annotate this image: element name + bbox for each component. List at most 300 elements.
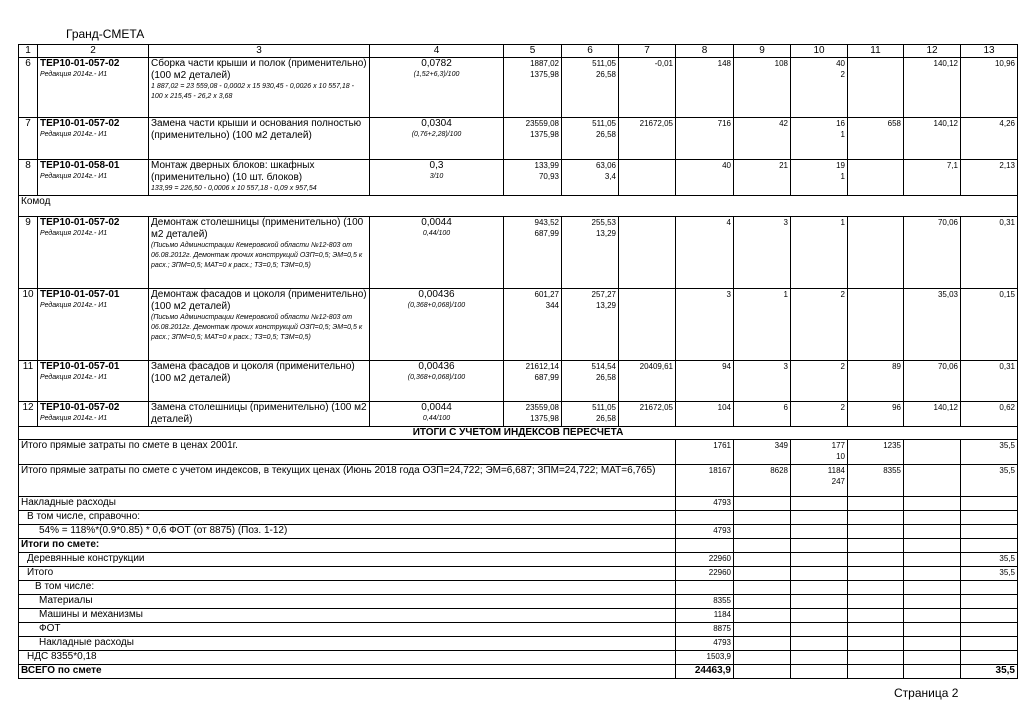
- row-number: 7: [19, 118, 38, 160]
- summary-wage-value: 349: [774, 441, 788, 450]
- summary-materials: [848, 567, 904, 581]
- summary-labor: [961, 525, 1018, 539]
- rate-code: ТЕР10-01-057-02: [40, 118, 120, 129]
- unit-cost-cell: [504, 289, 562, 361]
- materials-cell: [848, 361, 904, 402]
- quantity-cell: [370, 58, 504, 118]
- summary-total: [676, 497, 734, 511]
- summary-labor: [961, 609, 1018, 623]
- machine-cost: 511,05: [592, 119, 616, 128]
- total-cost: 104: [717, 403, 731, 412]
- materials-cell: [848, 160, 904, 196]
- quantity: 0,3: [429, 160, 444, 171]
- machines: 2: [840, 403, 845, 412]
- summary-total: [676, 637, 734, 651]
- row-number: 9: [19, 217, 38, 289]
- summary-label: В том числе, справочно:: [19, 511, 676, 525]
- labor-total-cell: [961, 289, 1018, 361]
- summary-wage: [734, 539, 791, 553]
- summary-wage: [734, 511, 791, 525]
- wage: 3: [783, 218, 788, 227]
- materials-cell: [848, 58, 904, 118]
- wage-cell: [734, 58, 791, 118]
- col-header: 10: [791, 45, 848, 58]
- summary-materials: [848, 511, 904, 525]
- summary-wage: [734, 465, 791, 497]
- summary-row: [19, 525, 1018, 539]
- machine-cost: 257,27: [591, 290, 616, 299]
- total-cost-cell: [676, 402, 734, 427]
- labor-rate: 140,12: [933, 403, 958, 412]
- quantity-formula: (0,368+0,068)/100: [407, 302, 466, 309]
- summary-label: В том числе:: [19, 581, 676, 595]
- machines-cell: [791, 160, 848, 196]
- summary-total-value: 4793: [713, 526, 731, 535]
- summary-machines: [791, 637, 848, 651]
- machines-cell: [791, 402, 848, 427]
- material-cost: 21672,05: [639, 119, 673, 128]
- machine-wage: 26,58: [595, 414, 616, 423]
- col-header: 7: [619, 45, 676, 58]
- summary-wage: [734, 553, 791, 567]
- summary-row: [19, 553, 1018, 567]
- total-cost-cell: [676, 217, 734, 289]
- wage-cell: [734, 402, 791, 427]
- machine-cost-cell: [562, 118, 619, 160]
- summary-total: [676, 553, 734, 567]
- redaction-label: Редакция 2014г.- И1: [40, 173, 108, 180]
- material-cost-cell: [619, 289, 676, 361]
- labor-total-cell: [961, 361, 1018, 402]
- summary-labor-rate: [904, 623, 961, 637]
- materials: 89: [892, 362, 901, 371]
- machine-wage: 26,58: [595, 130, 616, 139]
- summary-row: [19, 609, 1018, 623]
- labor-rate: 140,12: [933, 59, 958, 68]
- col-header: 2: [38, 45, 149, 58]
- labor-total: 0,31: [999, 218, 1015, 227]
- unit-cost-wage: 1375,98: [530, 130, 559, 139]
- summary-total-value: 8875: [713, 624, 731, 633]
- summary-materials: [848, 465, 904, 497]
- grand-labor-value: 35,5: [961, 665, 1018, 679]
- machines-cell: [791, 361, 848, 402]
- grand-total-label: ВСЕГО по смете: [19, 665, 676, 679]
- rate-code: ТЕР10-01-057-01: [40, 361, 120, 372]
- summary-label: Деревянные конструкции: [19, 553, 676, 567]
- summary-wage-value: 8628: [770, 466, 788, 475]
- col-header: 12: [904, 45, 961, 58]
- summary-total-value: 22960: [708, 554, 731, 563]
- labor-rate-cell: [904, 402, 961, 427]
- summary-total: [676, 567, 734, 581]
- machines-wage: 1: [840, 172, 845, 181]
- machines-cell: [791, 58, 848, 118]
- quantity-formula: 3/10: [429, 173, 444, 180]
- summary-wage: [734, 623, 791, 637]
- quantity: 0,00436: [418, 289, 455, 300]
- work-name-cell: [149, 58, 370, 118]
- wage-cell: [734, 217, 791, 289]
- quantity: 0,0782: [421, 58, 452, 69]
- wage-cell: [734, 361, 791, 402]
- unit-cost-wage: 687,99: [534, 373, 559, 382]
- material-cost-cell: [619, 160, 676, 196]
- summary-total-value: 18167: [708, 466, 731, 475]
- work-name-cell: [149, 160, 370, 196]
- summary-machines: [791, 539, 848, 553]
- total-cost: 148: [717, 59, 731, 68]
- summary-materials: [848, 539, 904, 553]
- labor-rate-cell: [904, 361, 961, 402]
- quantity-formula: 0,44/100: [422, 415, 451, 422]
- materials-cell: [848, 289, 904, 361]
- labor-rate: 70,06: [937, 218, 958, 227]
- summary-row: [19, 651, 1018, 665]
- empty-cell: [904, 665, 961, 679]
- summary-label: ФОТ: [19, 623, 676, 637]
- summary-label: Итоги по смете:: [19, 539, 676, 553]
- summary-row: [19, 539, 1018, 553]
- labor-rate-cell: [904, 217, 961, 289]
- unit-cost-cell: [504, 58, 562, 118]
- quantity-formula: 0,44/100: [422, 230, 451, 237]
- rate-code-cell: [38, 402, 149, 427]
- work-name: Демонтаж столешницы (применительно) (100 м2 деталей): [151, 217, 364, 240]
- labor-rate: 140,12: [933, 119, 958, 128]
- machines-wage: 1: [840, 130, 845, 139]
- work-name: Демонтаж фасадов и цоколя (применительно) (100 м2 деталей): [151, 289, 367, 312]
- summary-labor: [961, 440, 1018, 465]
- summary-row: [19, 581, 1018, 595]
- unit-cost-total: 601,27: [534, 290, 559, 299]
- summary-machines-wage: 247: [831, 477, 845, 486]
- quantity: 0,0304: [421, 118, 452, 129]
- machine-cost-cell: [562, 217, 619, 289]
- summary-machines: [791, 581, 848, 595]
- summary-total: [676, 539, 734, 553]
- redaction-label: Редакция 2014г.- И1: [40, 71, 108, 78]
- wage-cell: [734, 118, 791, 160]
- labor-total-cell: [961, 217, 1018, 289]
- col-header: 6: [562, 45, 619, 58]
- quantity-formula: (0,76+2,28)/100: [411, 131, 462, 138]
- row-number: 8: [19, 160, 38, 196]
- summary-wage: [734, 440, 791, 465]
- total-cost: 3: [726, 290, 731, 299]
- summary-labor: [961, 511, 1018, 525]
- labor-total-cell: [961, 118, 1018, 160]
- labor-rate: 7,1: [946, 161, 958, 170]
- summary-label: Итого прямые затраты по смете в ценах 2001г.: [19, 440, 676, 465]
- summary-row: [19, 637, 1018, 651]
- quantity-cell: [370, 289, 504, 361]
- work-name-cell: [149, 402, 370, 427]
- summary-wage: [734, 595, 791, 609]
- material-cost-cell: [619, 58, 676, 118]
- summary-labor-rate: [904, 595, 961, 609]
- total-cost: 716: [717, 119, 731, 128]
- redaction-label: Редакция 2014г.- И1: [40, 131, 108, 138]
- labor-total: 2,13: [999, 161, 1015, 170]
- col-header: 9: [734, 45, 791, 58]
- table-row: [19, 402, 1018, 427]
- material-cost: -0,01: [654, 59, 673, 68]
- redaction-label: Редакция 2014г.- И1: [40, 374, 108, 381]
- rate-code-cell: [38, 217, 149, 289]
- summary-labor-rate: [904, 609, 961, 623]
- summary-label: Материалы: [19, 595, 676, 609]
- summary-labor: [961, 567, 1018, 581]
- wage-cell: [734, 289, 791, 361]
- summary-materials-value: 8355: [883, 466, 901, 475]
- summary-total-value: 4793: [713, 498, 731, 507]
- table-row: [19, 160, 1018, 196]
- unit-cost-cell: [504, 118, 562, 160]
- summary-wage: [734, 651, 791, 665]
- quantity-cell: [370, 217, 504, 289]
- materials-cell: [848, 118, 904, 160]
- wage: 42: [779, 119, 788, 128]
- col-header: 5: [504, 45, 562, 58]
- summary-row: [19, 440, 1018, 465]
- row-number: 11: [19, 361, 38, 402]
- column-header-row: [19, 45, 1018, 58]
- summary-wage: [734, 567, 791, 581]
- labor-total: 10,96: [994, 59, 1015, 68]
- summary-labor: [961, 465, 1018, 497]
- summary-row: [19, 465, 1018, 497]
- summary-labor: [961, 553, 1018, 567]
- summary-labor-rate: [904, 497, 961, 511]
- summary-label: Машины и механизмы: [19, 609, 676, 623]
- summary-total: [676, 609, 734, 623]
- summary-labor-rate: [904, 525, 961, 539]
- summary-materials: [848, 595, 904, 609]
- machine-wage: 13,29: [595, 301, 616, 310]
- summary-materials: [848, 637, 904, 651]
- machines: 2: [840, 362, 845, 371]
- materials: 658: [887, 119, 901, 128]
- total-cost-cell: [676, 361, 734, 402]
- summary-labor-value: 35,5: [999, 441, 1015, 450]
- machines: 19: [836, 161, 845, 170]
- labor-rate-cell: [904, 58, 961, 118]
- summary-labor: [961, 651, 1018, 665]
- summary-label: Накладные расходы: [19, 497, 676, 511]
- material-cost-cell: [619, 361, 676, 402]
- total-cost: 40: [722, 161, 731, 170]
- rate-code: ТЕР10-01-057-01: [40, 289, 120, 300]
- materials: 96: [892, 403, 901, 412]
- quantity-cell: [370, 361, 504, 402]
- row-number: 10: [19, 289, 38, 361]
- machine-cost: 63,06: [595, 161, 616, 170]
- quantity: 0,0044: [421, 402, 452, 413]
- page-number: Страница 2: [894, 686, 959, 700]
- rate-code-cell: [38, 361, 149, 402]
- unit-cost-total: 21612,14: [525, 362, 559, 371]
- rate-code: ТЕР10-01-058-01: [40, 160, 120, 171]
- rate-code-cell: [38, 58, 149, 118]
- col-header: 13: [961, 45, 1018, 58]
- machines: 2: [840, 290, 845, 299]
- empty-cell: [734, 665, 791, 679]
- summary-total: [676, 623, 734, 637]
- summary-labor: [961, 539, 1018, 553]
- work-name-cell: [149, 118, 370, 160]
- summary-row: [19, 567, 1018, 581]
- machines: 16: [836, 119, 845, 128]
- machines-cell: [791, 217, 848, 289]
- summary-wage: [734, 609, 791, 623]
- summary-labor-rate: [904, 651, 961, 665]
- wage: 1: [783, 290, 788, 299]
- summary-labor-rate: [904, 553, 961, 567]
- machine-cost: 511,05: [592, 403, 616, 412]
- summary-total: [676, 595, 734, 609]
- summary-materials: [848, 623, 904, 637]
- rate-code-cell: [38, 160, 149, 196]
- total-cost-cell: [676, 118, 734, 160]
- summary-labor-value: 35,5: [999, 568, 1015, 577]
- labor-rate-cell: [904, 118, 961, 160]
- machine-cost: 255,53: [591, 218, 616, 227]
- summary-materials: [848, 581, 904, 595]
- summary-materials: [848, 525, 904, 539]
- wage: 21: [779, 161, 788, 170]
- work-note: 133,99 = 226,50 - 0,0006 x 10 557,18 - 0,09 x 957,54: [151, 185, 317, 192]
- summary-labor-rate: [904, 567, 961, 581]
- labor-rate-cell: [904, 160, 961, 196]
- estimate-table: [18, 44, 1018, 679]
- summary-labor: [961, 623, 1018, 637]
- col-header: 8: [676, 45, 734, 58]
- unit-cost-total: 943,52: [534, 218, 559, 227]
- summary-total: [676, 581, 734, 595]
- summary-total-value: 4793: [713, 638, 731, 647]
- summary-row: [19, 497, 1018, 511]
- unit-cost-cell: [504, 217, 562, 289]
- app-title: Гранд-СМЕТА: [66, 27, 145, 41]
- machine-cost-cell: [562, 58, 619, 118]
- row-number: 12: [19, 402, 38, 427]
- summary-labor-value: 35,5: [999, 554, 1015, 563]
- unit-cost-cell: [504, 402, 562, 427]
- table-row: [19, 58, 1018, 118]
- wage: 3: [783, 362, 788, 371]
- summary-machines: [791, 623, 848, 637]
- summary-label: НДС 8355*0,18: [19, 651, 676, 665]
- summary-materials: [848, 497, 904, 511]
- summary-labor: [961, 581, 1018, 595]
- row-number: 6: [19, 58, 38, 118]
- quantity: 0,00436: [418, 361, 455, 372]
- work-name: Замена части крыши и основания полностью (применительно) (100 м2 деталей): [151, 118, 362, 141]
- labor-rate: 70,06: [937, 362, 958, 371]
- section-title: Комод: [19, 196, 1018, 217]
- work-name-cell: [149, 289, 370, 361]
- summary-total-value: 22960: [708, 568, 731, 577]
- col-header: 11: [848, 45, 904, 58]
- quantity-formula: (1,52+6,3)/100: [413, 71, 460, 78]
- material-cost: 20409,61: [639, 362, 673, 371]
- labor-total-cell: [961, 402, 1018, 427]
- summary-wage: [734, 525, 791, 539]
- unit-cost-wage: 344: [545, 301, 559, 310]
- empty-cell: [791, 665, 848, 679]
- summary-machines: [791, 440, 848, 465]
- summary-total-value: 8355: [713, 596, 731, 605]
- quantity-cell: [370, 402, 504, 427]
- summary-row: [19, 595, 1018, 609]
- table-row: [19, 289, 1018, 361]
- labor-total: 4,26: [999, 119, 1015, 128]
- work-name-cell: [149, 361, 370, 402]
- summary-total-value: 1503,9: [706, 652, 731, 661]
- total-cost-cell: [676, 160, 734, 196]
- summary-label: Итого: [19, 567, 676, 581]
- summary-total-value: 1761: [713, 441, 731, 450]
- material-cost-cell: [619, 118, 676, 160]
- summary-label: Накладные расходы: [19, 637, 676, 651]
- table-row: [19, 361, 1018, 402]
- unit-cost-total: 133,99: [534, 161, 559, 170]
- summary-labor: [961, 497, 1018, 511]
- work-note: (Письмо Администрации Кемеровской области №12-803 от 06.08.2012г. Демонтаж прочих конструкций ОЗП=0,5; ЭМ=0,5 к расх.; ЗПМ=0,5; МАТ=0 к расх.; ТЗ=0,5; ТЗМ=0,5): [151, 314, 363, 341]
- summary-machines: [791, 553, 848, 567]
- summary-total: [676, 440, 734, 465]
- col-header: 4: [370, 45, 504, 58]
- unit-cost-cell: [504, 361, 562, 402]
- machine-cost-cell: [562, 289, 619, 361]
- work-name: Замена фасадов и цоколя (применительно) (100 м2 деталей): [151, 361, 355, 384]
- col-header: 1: [19, 45, 38, 58]
- table-row: [19, 118, 1018, 160]
- labor-total-cell: [961, 160, 1018, 196]
- empty-cell: [848, 665, 904, 679]
- summary-row: [19, 511, 1018, 525]
- machine-wage: 13,29: [595, 229, 616, 238]
- labor-rate-cell: [904, 289, 961, 361]
- summary-total: [676, 525, 734, 539]
- summary-machines-wage: 10: [836, 452, 845, 461]
- labor-rate: 35,03: [937, 290, 958, 299]
- summary-total: [676, 511, 734, 525]
- unit-cost-total: 23559,08: [525, 119, 559, 128]
- work-name: Сборка части крыши и полок (применительно) (100 м2 деталей): [151, 58, 367, 81]
- summary-total: [676, 651, 734, 665]
- col-header: 3: [149, 45, 370, 58]
- labor-total: 0,15: [999, 290, 1015, 299]
- labor-total: 0,62: [999, 403, 1015, 412]
- summary-wage: [734, 637, 791, 651]
- summary-machines: [791, 525, 848, 539]
- materials-cell: [848, 217, 904, 289]
- rate-code-cell: [38, 118, 149, 160]
- quantity-formula: (0,368+0,068)/100: [407, 374, 466, 381]
- summary-labor-rate: [904, 581, 961, 595]
- labor-total-cell: [961, 58, 1018, 118]
- summary-machines: [791, 465, 848, 497]
- machines-cell: [791, 118, 848, 160]
- work-note: 1 887,02 = 23 559,08 - 0,0002 x 15 930,45 - 0,0026 x 10 557,18 - 100 x 215,45 - 26,2 x 3,68: [151, 83, 354, 100]
- unit-cost-total: 23559,08: [525, 403, 559, 412]
- summary-row: [19, 623, 1018, 637]
- summary-label: 54% = 118%*(0.9*0.85) * 0,6 ФОТ (от 8875) (Поз. 1-12): [19, 525, 676, 539]
- totals-heading-row: [19, 427, 1018, 440]
- summary-materials-value: 1235: [883, 441, 901, 450]
